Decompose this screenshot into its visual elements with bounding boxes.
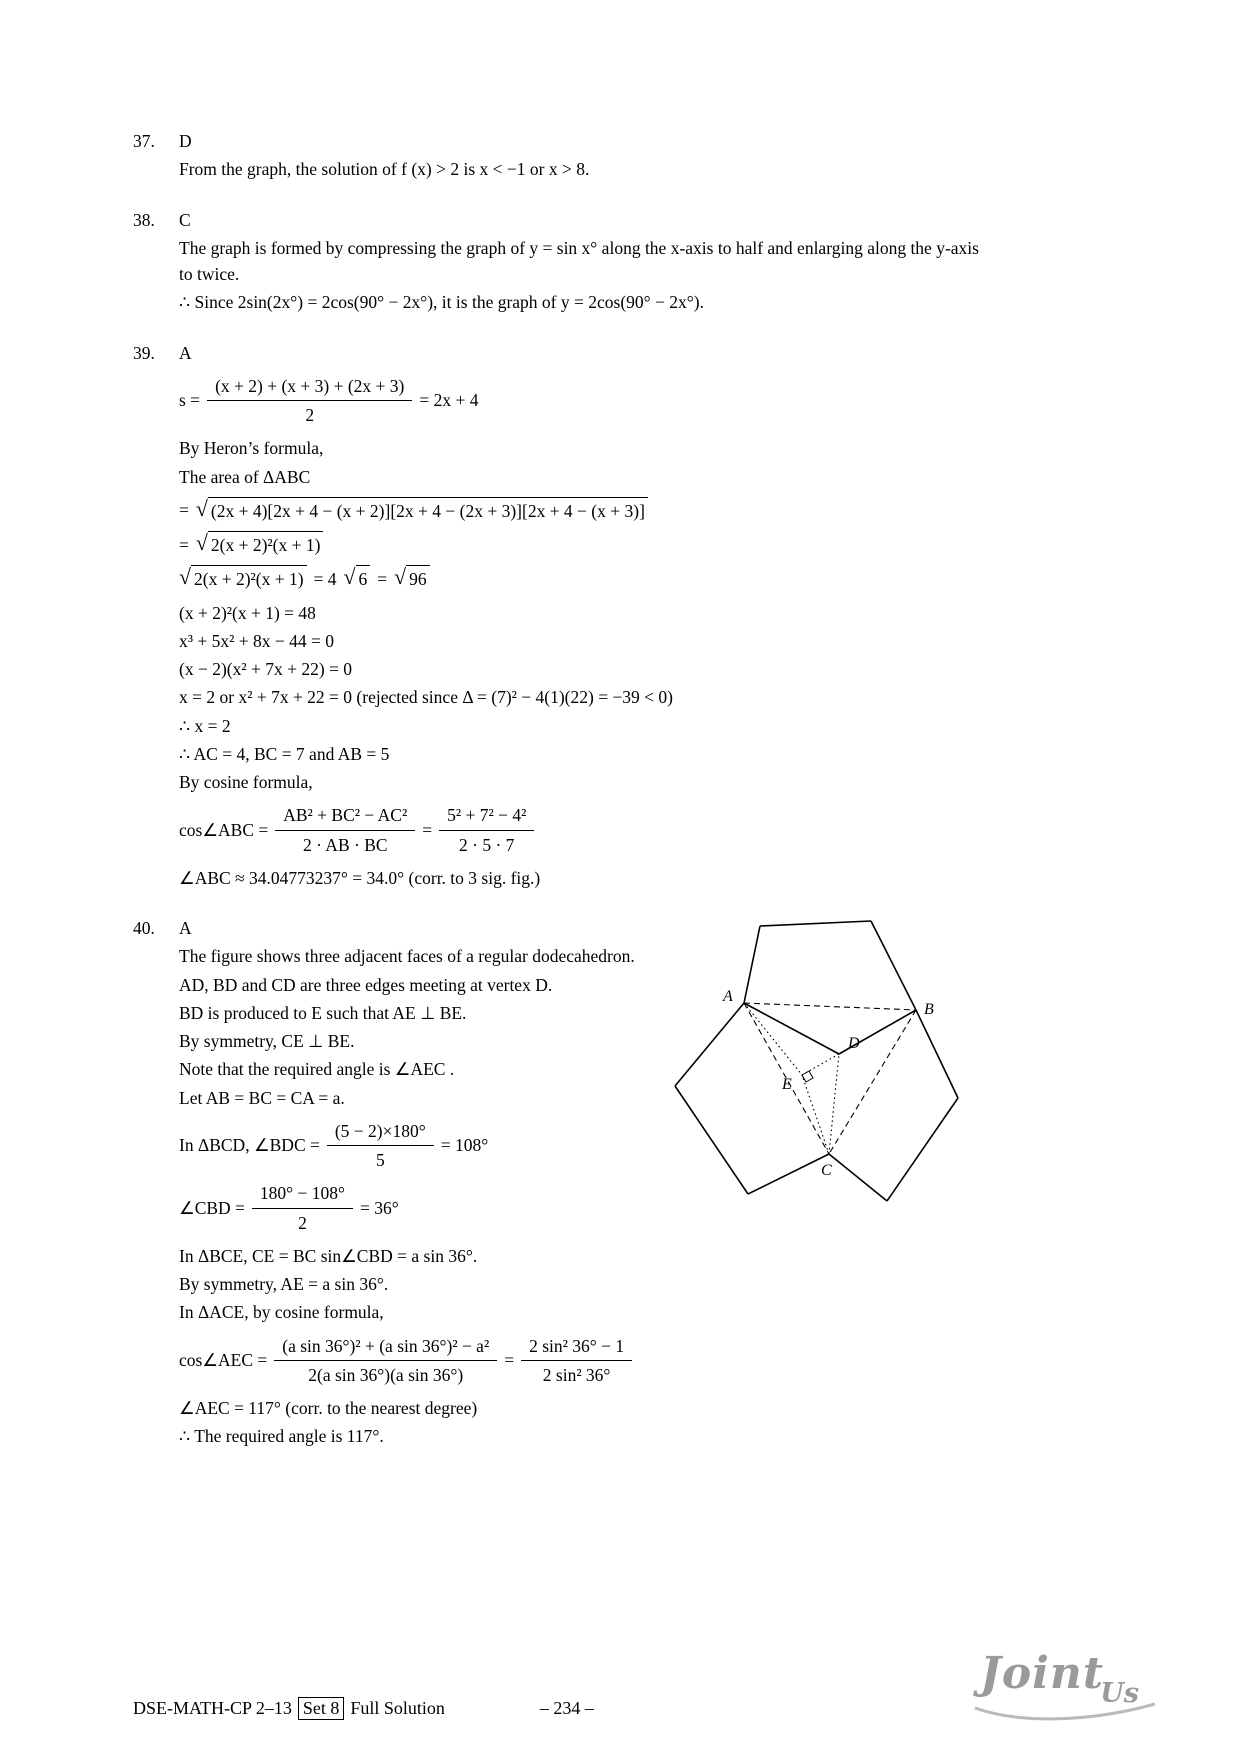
eq-mid: = — [504, 1350, 515, 1371]
footer-page-number: – 234 – — [539, 1698, 594, 1718]
footer-doc-title: DSE-MATH-CP 2–13 — [133, 1698, 292, 1718]
eq-lhs: In ΔBCD, ∠BDC = — [179, 1135, 320, 1156]
fraction-numerator: (5 − 2)×180° — [327, 1118, 434, 1146]
equation-line — [179, 565, 1133, 592]
footer-doc-subtitle: Full Solution — [350, 1698, 445, 1718]
solution-line: (x − 2)(x² + 7x + 22) = 0 — [179, 659, 353, 679]
eq-lhs: = — [179, 500, 189, 521]
radicand: 96 — [406, 565, 430, 592]
eq-rhs: = 2x + 4 — [419, 390, 479, 411]
eq-lhs: ∠CBD = — [179, 1197, 245, 1218]
jointus-logo — [980, 1648, 1180, 1738]
vertex-label-b: B — [924, 1001, 934, 1018]
solution-line: ∴ Since 2sin(2x°) = 2cos(90° − 2x°), it is the graph of y = 2cos(90° − 2x°). — [179, 292, 704, 313]
fraction — [327, 1118, 434, 1174]
question-body — [179, 943, 699, 1449]
eq-lhs: cos∠ABC = — [179, 819, 269, 840]
equation-line — [179, 802, 1133, 858]
solution-line: By Heron’s formula, — [179, 438, 324, 459]
solution-line: In ΔACE, by cosine formula, — [179, 1302, 384, 1323]
solution-line: The figure shows three adjacent faces of a regular dodecahedron. — [179, 946, 635, 967]
answer-letter: D — [179, 131, 192, 151]
fraction-numerator: 180° − 108° — [252, 1180, 353, 1208]
question-head — [133, 340, 1133, 366]
radical-sign: √ — [195, 531, 208, 555]
solution-line: Let AB = BC = CA = a. — [179, 1087, 345, 1108]
radicand: 2(x + 2)²(x + 1) — [191, 565, 307, 592]
radical-sign: √ — [394, 565, 407, 590]
fraction-numerator: 5² + 7² − 4² — [439, 802, 534, 830]
fraction — [439, 802, 534, 858]
fraction-denominator: 2(a sin 36°)(a sin 36°) — [308, 1364, 464, 1385]
logo-text-us: Us — [1100, 1678, 1139, 1709]
equation-line — [179, 1333, 699, 1389]
page-footer — [133, 1697, 1113, 1720]
vertex-label-d: D — [848, 1035, 860, 1052]
eq-mid: = — [377, 568, 388, 589]
question-head — [133, 128, 1133, 154]
fraction-denominator: 2 — [305, 405, 315, 425]
question-40 — [133, 915, 1133, 1450]
question-37 — [133, 128, 1133, 183]
eq-rhs: = 108° — [440, 1135, 489, 1156]
radical-sign: √ — [195, 496, 208, 521]
fraction-denominator: 2 · AB · BC — [302, 834, 388, 855]
question-body — [179, 373, 1133, 891]
solution-line: BD is produced to E such that AE ⊥ BE. — [179, 1002, 467, 1023]
solution-line: The graph is formed by compressing the graph of y = sin x° along the x-axis to half and enlarging along the y-axis to twice. — [179, 237, 979, 284]
logo-text-joint: Joint — [980, 1648, 1105, 1699]
eq-mid: = — [422, 819, 433, 840]
fraction-denominator: 2 sin² 36° — [542, 1364, 611, 1385]
question-number: 38. — [133, 209, 155, 230]
equation-line — [179, 1180, 699, 1236]
question-body — [179, 235, 994, 316]
solution-line: In ΔBCE, CE = BC sin∠CBD = a sin 36°. — [179, 1245, 478, 1266]
solution-line: Note that the required angle is ∠AEC . — [179, 1059, 455, 1080]
answer-letter: C — [179, 209, 191, 230]
vertex-label-a: A — [723, 988, 733, 1005]
footer-set-badge: Set 8 — [298, 1697, 345, 1720]
solution-line: (x + 2)²(x + 1) = 48 — [179, 602, 316, 623]
radicand: (2x + 4)[2x + 4 − (x + 2)][2x + 4 − (2x + 3)][2x + 4 − (x + 3)] — [208, 497, 648, 524]
fraction — [252, 1180, 353, 1236]
logo-swoosh-icon — [970, 1690, 1160, 1730]
fraction — [274, 1333, 497, 1389]
solution-line: AD, BD and CD are three edges meeting at vertex D. — [179, 974, 553, 995]
eq-lhs: cos∠AEC = — [179, 1350, 268, 1371]
radicand: 6 — [356, 565, 371, 592]
fraction-denominator: 2 — [298, 1212, 307, 1233]
question-number: 37. — [133, 131, 155, 151]
solution-line: ∴ The required angle is 117°. — [179, 1426, 384, 1447]
equation-line — [179, 531, 1133, 558]
fraction-denominator: 5 — [375, 1150, 385, 1170]
solution-line: ∠ABC ≈ 34.04773237° = 34.0° (corr. to 3 sig. fig.) — [179, 867, 541, 888]
sqrt-expression — [344, 565, 371, 592]
fraction — [275, 802, 415, 858]
fraction — [207, 373, 412, 429]
fraction-numerator: 2 sin² 36° − 1 — [521, 1333, 632, 1361]
sqrt-expression — [179, 565, 307, 592]
radical-sign: √ — [179, 565, 191, 590]
pentagon-edges — [675, 921, 958, 1201]
vertex-label-c: C — [821, 1162, 832, 1179]
question-number: 40. — [133, 918, 155, 938]
solution-line: x = 2 or x² + 7x + 22 = 0 (rejected since Δ = (7)² − 4(1)(22) = −39 < 0) — [179, 687, 674, 708]
radical-sign: √ — [343, 565, 356, 590]
equation-line — [179, 1118, 699, 1174]
solution-line: ∴ x = 2 — [179, 715, 231, 736]
eq-lhs: = — [179, 534, 189, 555]
question-head — [133, 207, 1133, 233]
fraction-numerator: (a sin 36°)² + (a sin 36°)² − a² — [274, 1333, 497, 1361]
sqrt-expression — [196, 497, 648, 524]
radicand: 2(x + 2)²(x + 1) — [208, 531, 324, 558]
fraction-denominator: 2 · 5 · 7 — [459, 834, 515, 855]
solution-line: By cosine formula, — [179, 772, 313, 792]
dodecahedron-figure — [663, 911, 1033, 1231]
fraction-numerator: AB² + BC² − AC² — [275, 802, 415, 830]
solution-line: The area of ΔABC — [179, 466, 311, 487]
question-number: 39. — [133, 342, 155, 363]
question-39 — [133, 340, 1133, 892]
equation-line — [179, 497, 1133, 524]
solution-line: By symmetry, AE = a sin 36°. — [179, 1274, 389, 1294]
answer-letter: A — [179, 918, 192, 938]
sqrt-expression — [196, 531, 324, 558]
solution-line: By symmetry, CE ⊥ BE. — [179, 1031, 355, 1051]
eq-mid: = 4 — [313, 568, 337, 589]
solution-line: x³ + 5x² + 8x − 44 = 0 — [179, 630, 334, 651]
question-body — [179, 156, 1133, 182]
sqrt-expression — [394, 565, 430, 592]
question-38 — [133, 207, 1133, 316]
page-content — [133, 128, 1133, 1474]
answer-letter: A — [179, 342, 192, 363]
eq-rhs: = 36° — [360, 1197, 399, 1218]
right-angle-mark — [802, 1071, 813, 1082]
vertex-label-e: E — [782, 1076, 792, 1093]
eq-lhs: s = — [179, 390, 201, 411]
equation-line — [179, 373, 1133, 429]
fraction-numerator: (x + 2) + (x + 3) + (2x + 3) — [207, 373, 412, 401]
fraction — [521, 1333, 632, 1389]
solution-line: ∴ AC = 4, BC = 7 and AB = 5 — [179, 743, 390, 764]
solution-line: From the graph, the solution of f (x) > 2 is x < −1 or x > 8. — [179, 159, 590, 180]
solution-line: ∠AEC = 117° (corr. to the nearest degree) — [179, 1398, 478, 1418]
